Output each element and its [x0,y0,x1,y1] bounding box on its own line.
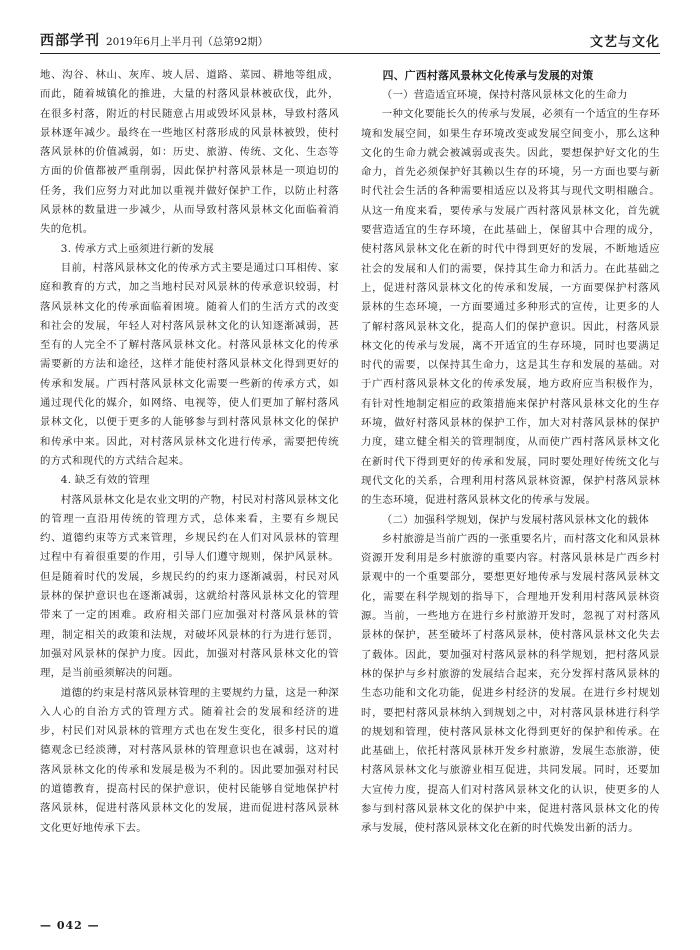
page-number: — 042 — [40,919,100,932]
paragraph: 道德的约束是村落风景林管理的主要规约力量，这是一种深入人心的自治方式的管理方式。随着社会的发展和经济的进步，村民们对风景林的管理方式也在发生变化，很多村民的道德观念已经淡薄，对村落风景林的管理意识也在减弱，这对村落风景林文化的传承和发展是极为不利的。因此要加强对村民的道德教育，提高村民的保护意识，使村民能够自觉地保护村落风景林，促进村落风景林文化的发展，进而促进村落风景林文化更好地传承下去。 [40,686,339,834]
article-body [40,66,660,904]
subsection-heading: （一）营造适宜环境，保持村落风景林文化的生命力 [381,89,628,101]
left-column [40,66,339,904]
issue-info: 2019年6月上半月刊（总第92期） [106,36,269,48]
page-header [40,26,660,54]
paragraph: 一种文化要能长久的传承与发展，必须有一个适宜的生存环境和发展空间，如果生存环境改变或发展空间变小，那么这种文化的生命力就会被减弱或丧失。因此，要想保护好文化的生命力，首先必须保护好其赖以生存的环境，另一方面也要与新时代社会生活的各种需要相适应以及将其与现代文明相融合。从这一角度来看，要传承与发展广西村落风景林文化，首先就要营造适宜的生存环境，在此基础上，保留其中合理的成分，使村落风景林文化在新的时代中得到更好的发展，不断地适应社会的发展和人们的需要，保持其生命力和活力。在此基础之上，促进村落风景林文化的传承和发展，一方面要保护村落风景林的生态环境，一方面要通过多种形式的宣传，让更多的人了解村落风景林文化，提高人们的保护意识。因此，村落风景林文化的传承与发展，离不开适宜的生存环境，同时也要满足时代的需要，以保持其生命力，这是其生存和发展的基础。对于广西村落风景林文化的传承发展，地方政府应当积极作为，有针对性地制定相应的政策措施来保护村落风景林文化的生存环境，做好村落风景林的保护工作，加大对村落风景林的保护力度，建立健全相关的管理制度，从而使广西村落风景林文化在新时代下得到更好的传承和发展，同时要处理好传统文化与现代文化的关系，合理利用村落风景林资源，保护村落风景林的生态环境，促进村落风景林文化的传承与发展。 [361,108,660,507]
paragraph: 村落风景林文化是农业文明的产物，村民对村落风景林文化的管理一直沿用传统的管理方式，总体来看，主要有乡规民约、道德约束等方式来管理，乡规民约在人们对风景林的管理过程中有着很重要的作用，引导人们遵守规则，保护风景林。但是随着时代的发展，乡规民约的约束力逐渐减弱，村民对风景林的保护意识也在逐渐减弱，这就给村落风景林文化的管理带来了一定的困难。政府相关部门应加强对村落风景林的管理，制定相关的政策和法规，对破坏风景林的行为进行惩罚，加强对风景林的保护力度。因此，加强对村落风景林文化的管理，是当前亟须解决的问题。 [40,493,339,680]
paragraph: 目前，村落风景林文化的传承方式主要是通过口耳相传、家庭和教育的方式，加之当地村民对风景林的传承意识较弱，村落风景林文化的传承面临着困境。随着人们的生活方式的改变和社会的发展，年轻人对村落风景林文化的认知逐渐减弱，甚至有的人完全不了解村落风景林文化。村落风景林文化的传承需要新的方法和途径，这样才能使村落风景林文化得到更好的传承和发展。广西村落风景林文化需要一些新的传承方式，如通过现代化的媒介，如网络、电视等，使人们更加了解村落风景林文化，以便于更多的人能够参与到村落风景林文化的保护和传承中来。因此，对村落风景林文化进行传承，需要把传统的方式和现代的方式结合起来。 [40,261,339,467]
header-left [40,30,268,50]
right-column [361,66,660,904]
journal-name: 西部学刊 [40,33,100,49]
section-name: 文艺与文化 [589,35,660,50]
subsection-heading: 4. 缺乏有效的管理 [60,474,150,487]
subsection-heading: （二）加强科学规划，保护与发展村落风景林文化的载体 [381,513,650,526]
paragraph: 地、沟谷、林山、灰库、坡人居、道路、菜园、耕地等组成，而此，随着城镇化的推进，大量的村落风景林被砍伐，此外，在很多村落，附近的村民随意占用或毁坏风景林，导致村落风景林逐年减少。最终在一些地区村落形成的风景林被毁，使村落风景林的价值减弱，如：历史、旅游、传统、文化、生态等方面的价值都被严重削弱，因此保护村落风景林是一项迫切的任务，我们应努力对此加以重视并做好保护工作，以防止村落风景林的数量进一步减少，从而导致村落风景林文化面临着消失的危机。 [40,69,339,236]
section-heading: 四、广西村落风景林文化传承与发展的对策 [382,69,594,82]
paragraph: 乡村旅游是当前广西的一张重要名片，而村落文化和风景林资源开发利用是乡村旅游的重要内容。村落风景林是广西乡村景观中的一个重要部分，要想更好地传承与发展村落风景林文化，需要在科学规划的指导下，合理地开发利用村落风景林资源。当前，一些地方在进行乡村旅游开发时，忽视了对村落风景林的保护，甚至破坏了村落风景林，使村落风景林文化失去了载体。因此，要加强对村落风景林的科学规划，把村落风景林的保护与乡村旅游的发展结合起来，充分发挥村落风景林的生态功能和文化功能，促进乡村经济的发展。在进行乡村规划时，要把村落风景林纳入到规划之中，对村落风景林进行科学的规划和管理，使村落风景林文化得到更好的保护和传承。在此基础上，依托村落风景林开发乡村旅游，发展生态旅游，使村落风景林文化与旅游业相互促进，共同发展。同时，还要加大宣传力度，提高人们对村落风景林文化的认识，使更多的人参与到村落风景林文化的保护中来，促进村落风景林文化的传承与发展，使村落风景林文化在新的时代焕发出新的活力。 [361,532,660,835]
subsection-heading: 3. 传承方式上亟须进行新的发展 [60,242,214,255]
